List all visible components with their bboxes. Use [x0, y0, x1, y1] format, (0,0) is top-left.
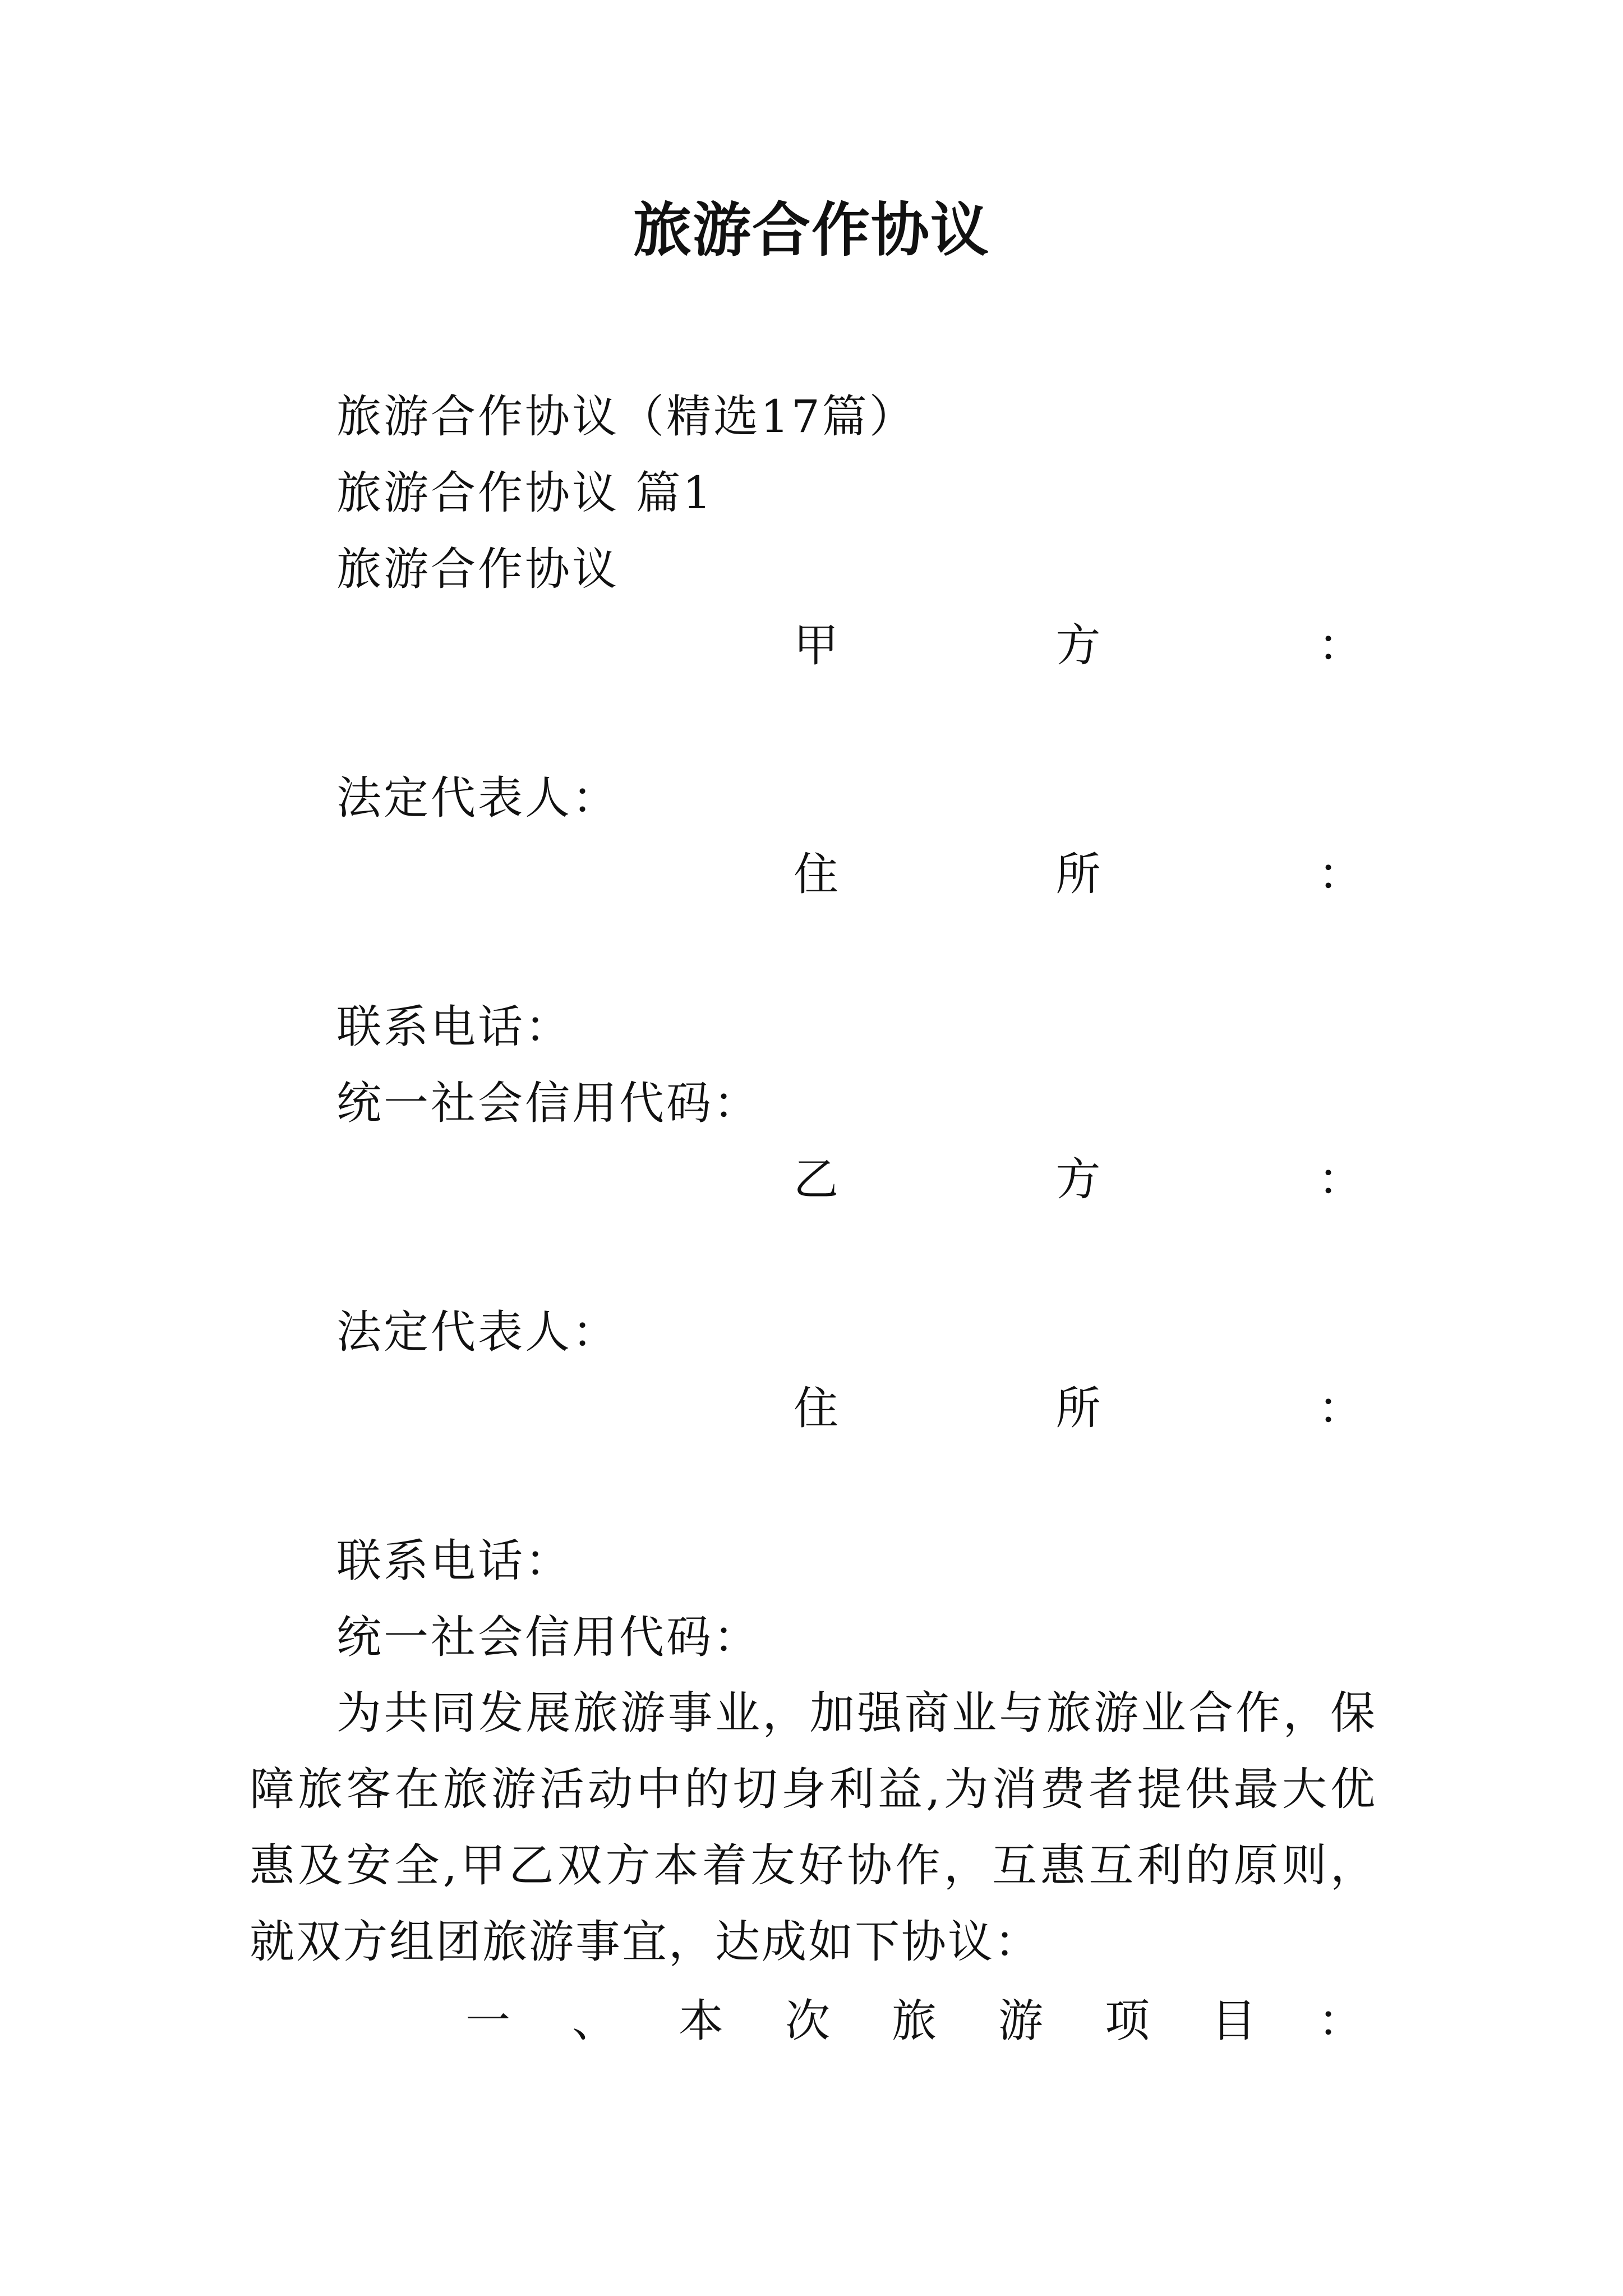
party-b-address-char: 所 [1055, 1382, 1101, 1434]
clause-1-char: 项 [1105, 1995, 1150, 2047]
party-a-address [794, 844, 1363, 905]
party-a-address-char: ： [1318, 848, 1363, 900]
clause-1-char: 游 [998, 1995, 1043, 2047]
document-title: 旅游合作协议 [633, 195, 990, 264]
party-b-address-char: ： [1318, 1382, 1363, 1434]
agreement-name: 旅游合作协议 [336, 543, 619, 595]
party-a-label-char: ： [1318, 619, 1363, 671]
party-b-legal-rep: 法定代表人： [336, 1306, 619, 1358]
party-b-label-char: 方 [1055, 1153, 1101, 1205]
clause-1-char: 次 [785, 1995, 830, 2047]
clause-1-char: 一 [465, 1995, 510, 2047]
clause-1-char: 、 [572, 1995, 617, 2047]
party-a-phone: 联系电话： [336, 1001, 572, 1053]
party-a-label-char: 甲 [794, 619, 838, 671]
intro-paragraph: 为共同发展旅游事业，加强商业与旅游业合作，保障旅客在旅游活动中的切身利益,为消费者提供最大优惠及安全,甲乙双方本着友好协作，互惠互利的原则，就双方组团旅游事宜，达成如下协议： [250, 1687, 1377, 1968]
party-a-address-char: 所 [1055, 848, 1101, 900]
document-subtitle: 旅游合作协议（精选17篇） [336, 390, 916, 443]
party-a-legal-rep: 法定代表人： [336, 772, 619, 824]
clause-1-char: 旅 [892, 1995, 937, 2047]
party-b-phone: 联系电话： [336, 1535, 572, 1587]
party-a-label [794, 615, 1363, 677]
clause-1-char: 本 [679, 1995, 723, 2047]
party-b-label [794, 1149, 1363, 1211]
party-b-address-char: 住 [794, 1382, 838, 1434]
party-b-address [794, 1378, 1363, 1439]
section-heading: 旅游合作协议 篇1 [336, 467, 714, 519]
party-a-label-char: 方 [1055, 619, 1101, 671]
party-b-label-char: ： [1318, 1153, 1363, 1205]
party-a-credit-code: 统一社会信用代码： [336, 1077, 760, 1129]
party-b-label-char: 乙 [794, 1153, 838, 1205]
clause-1-char: 目 [1211, 1995, 1256, 2047]
clause-1-char: ： [1318, 1995, 1363, 2047]
party-a-address-char: 住 [794, 848, 838, 900]
party-b-credit-code: 统一社会信用代码： [336, 1611, 760, 1663]
clause-1-heading [465, 1990, 1363, 2052]
